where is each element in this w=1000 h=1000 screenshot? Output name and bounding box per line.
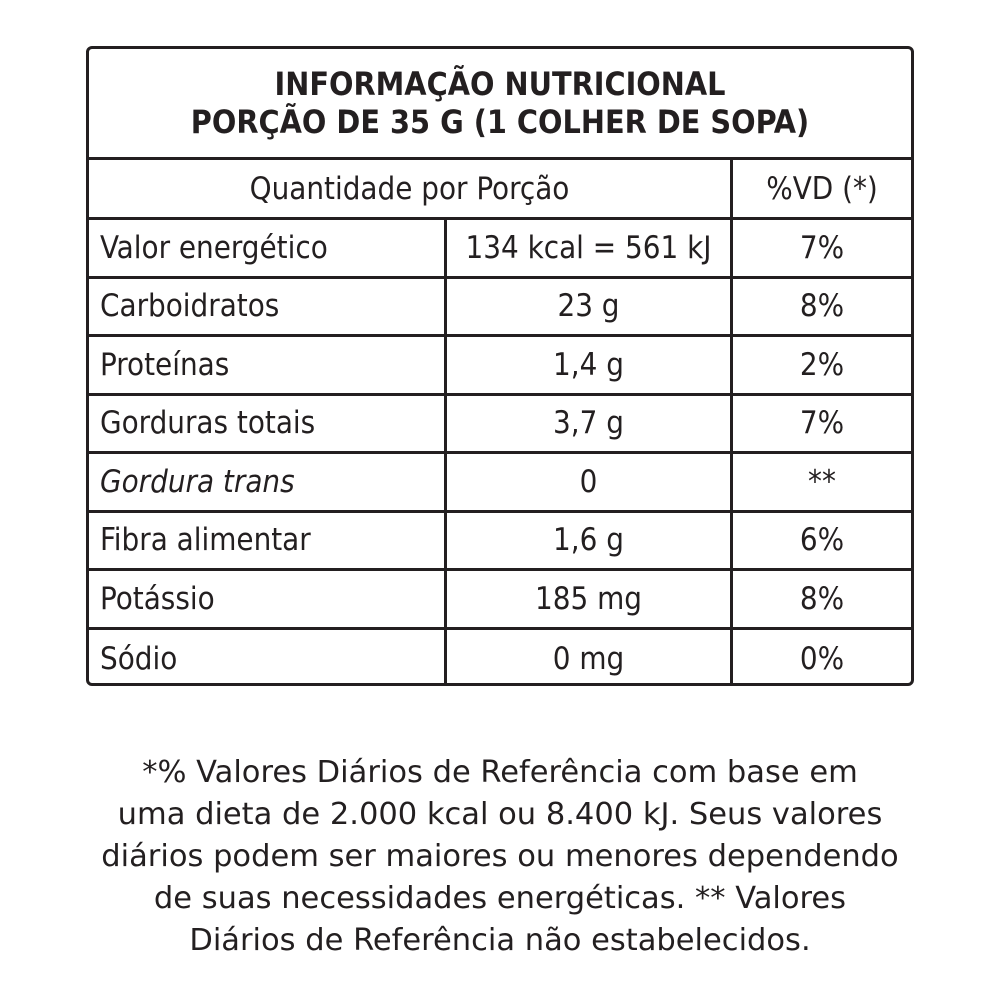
table-row xyxy=(89,454,911,513)
nutrient-amount: 0 xyxy=(447,454,733,510)
footnote-line: diários podem ser maiores ou menores dependendo xyxy=(101,839,899,874)
footnote-line: de suas necessidades energéticas. ** Valores xyxy=(153,881,847,916)
nutrient-amount: 1,4 g xyxy=(447,337,733,393)
quantity-per-serving-header: Quantidade por Porção xyxy=(89,160,733,217)
nutrient-amount: 3,7 g xyxy=(447,396,733,452)
nutrient-name: Carboidratos xyxy=(89,279,447,335)
table-row xyxy=(89,513,911,572)
table-row xyxy=(89,630,911,687)
nutrient-amount: 23 g xyxy=(447,279,733,335)
nutrition-facts-table xyxy=(86,46,914,686)
nutrient-amount: 134 kcal = 561 kJ xyxy=(447,220,733,276)
nutrient-name: Gorduras totais xyxy=(89,396,447,452)
nutrient-daily-value: 7% xyxy=(799,405,845,442)
footnote-line: Diários de Referência não estabelecidos. xyxy=(189,923,811,958)
nutrient-name: Potássio xyxy=(89,571,447,627)
nutrient-daily-value: 0% xyxy=(799,640,845,677)
nutrient-amount: 185 mg xyxy=(447,571,733,627)
nutrient-name: Valor energético xyxy=(89,220,447,276)
nutrient-name: Proteínas xyxy=(89,337,447,393)
table-header-row xyxy=(89,160,911,220)
table-row xyxy=(89,396,911,455)
table-row xyxy=(89,337,911,396)
nutrient-daily-value: ** xyxy=(808,463,836,500)
nutrient-amount: 0 mg xyxy=(447,630,733,687)
nutrient-name: Gordura trans xyxy=(89,454,447,510)
title-line-1: INFORMAÇÃO NUTRICIONAL xyxy=(274,65,726,103)
nutrient-daily-value: 2% xyxy=(799,346,845,383)
nutrient-daily-value: 7% xyxy=(799,229,845,266)
nutrient-daily-value: 8% xyxy=(799,580,845,617)
footnote-line: uma dieta de 2.000 kcal ou 8.400 kJ. Seus valores xyxy=(117,797,883,832)
table-row xyxy=(89,220,911,279)
table-row xyxy=(89,279,911,338)
nutrient-amount: 1,6 g xyxy=(447,513,733,569)
nutrient-name: Fibra alimentar xyxy=(89,513,447,569)
nutrient-daily-value: 8% xyxy=(799,288,845,325)
table-title xyxy=(89,49,911,160)
nutrient-name: Sódio xyxy=(89,630,447,687)
table-row xyxy=(89,571,911,630)
daily-value-header: %VD (*) xyxy=(766,170,878,207)
footnote xyxy=(40,752,960,962)
footnote-line: *% Valores Diários de Referência com base em xyxy=(142,755,858,790)
title-line-2: PORÇÃO DE 35 G (1 COLHER DE SOPA) xyxy=(190,103,810,141)
nutrient-daily-value: 6% xyxy=(799,522,845,559)
